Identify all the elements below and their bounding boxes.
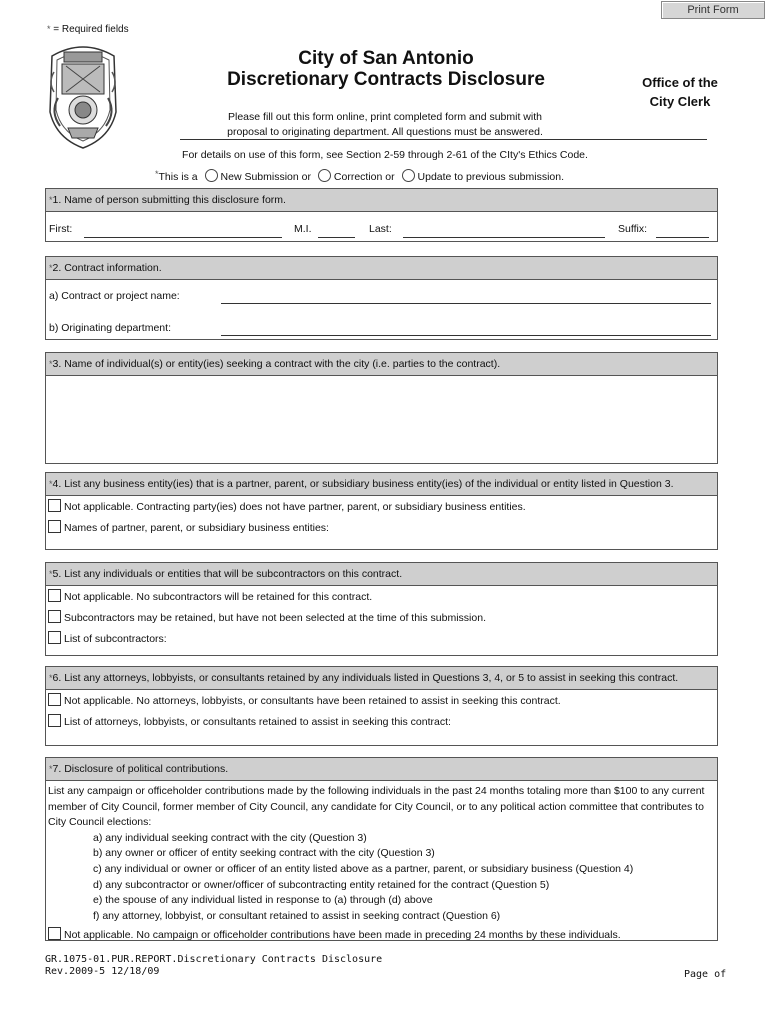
question-7-body	[46, 781, 717, 924]
required-marker: *	[49, 263, 53, 273]
last-name-label: Last:	[369, 223, 392, 235]
required-marker: *	[49, 569, 53, 579]
q7-item-d: d) any subcontractor or owner/officer of subcontracting entity retained for the contract (Question 5)	[93, 878, 550, 891]
question-2-title: 2. Contract information.	[52, 262, 162, 274]
header-divider	[180, 139, 707, 140]
question-6-title: 6. List any attorneys, lobbyists, or consultants retained by any individuals listed in Questions 3, 4, or 5 to assist in seeking this contract.	[52, 672, 679, 684]
required-marker: *	[49, 764, 53, 774]
question-1-header	[46, 189, 717, 212]
originating-department-label: b) Originating department:	[49, 322, 171, 334]
q5-option-may-be-retained	[46, 607, 717, 628]
q4-not-applicable-label: Not applicable. Contracting party(ies) does not have partner, parent, or subsidiary business entities.	[64, 501, 526, 513]
contract-name-field[interactable]	[221, 303, 711, 304]
update-radio[interactable]	[402, 169, 415, 182]
q6-list-checkbox[interactable]	[48, 714, 61, 727]
mi-field[interactable]	[318, 237, 355, 238]
instructions-line-2: proposal to originating department. All questions must be answered.	[227, 126, 543, 138]
new-submission-radio[interactable]	[205, 169, 218, 182]
question-3-title: 3. Name of individual(s) or entity(ies) seeking a contract with the city (i.e. parties to the contract).	[52, 358, 501, 370]
question-4-section	[45, 472, 718, 550]
required-marker: *	[47, 24, 51, 34]
page-title-form: Discretionary Contracts Disclosure	[227, 69, 545, 90]
print-form-button[interactable]: Print Form	[661, 1, 765, 19]
city-seal-logo	[44, 42, 122, 150]
question-1-title: 1. Name of person submitting this disclosure form.	[52, 194, 286, 206]
q7-item-f: f) any attorney, lobbyist, or consultant retained to assist in seeking contract (Question 6)	[93, 909, 501, 922]
q5-may-be-retained-checkbox[interactable]	[48, 610, 61, 623]
required-marker: *	[155, 169, 159, 179]
page-title-city: City of San Antonio	[298, 48, 474, 69]
q7-item-c: c) any individual or owner or officer of an entity listed above as a partner, parent, or subsidiary business (Question 4)	[93, 862, 634, 875]
contract-name-label: a) Contract or project name:	[49, 290, 180, 302]
first-name-label: First:	[49, 223, 73, 235]
suffix-field[interactable]	[656, 237, 709, 238]
question-4-header	[46, 473, 717, 496]
submission-prefix: This is a	[158, 171, 198, 183]
q5-may-be-retained-label: Subcontractors may be retained, but have not been selected at the time of this submission.	[64, 612, 486, 624]
q7-item-b: b) any owner or officer of entity seeking contract with the city (Question 3)	[93, 847, 435, 860]
question-1-section	[45, 188, 718, 242]
office-line-1: Office of the	[642, 75, 718, 90]
required-marker: *	[49, 479, 53, 489]
question-7-header	[46, 758, 717, 781]
mi-label: M.I.	[294, 223, 312, 235]
q6-list-label: List of attorneys, lobbyists, or consultants retained to assist in seeking this contract:	[64, 716, 451, 728]
update-label: Update to previous submission.	[417, 171, 565, 183]
required-marker: *	[49, 359, 53, 369]
question-7-section	[45, 757, 718, 941]
last-name-field[interactable]	[403, 237, 605, 238]
q5-list-checkbox[interactable]	[48, 631, 61, 644]
q7-option-not-applicable	[46, 924, 717, 945]
q5-option-list	[46, 628, 717, 649]
q4-not-applicable-checkbox[interactable]	[48, 499, 61, 512]
submission-type	[155, 169, 564, 183]
question-5-section	[45, 562, 718, 656]
q6-option-not-applicable	[46, 690, 717, 711]
ethics-code-details: For details on use of this form, see Section 2-59 through 2-61 of the CIty's Ethics Code.	[182, 149, 588, 161]
q5-option-not-applicable	[46, 586, 717, 607]
form-revision: Rev.2009-5 12/18/09	[45, 966, 160, 977]
instructions	[185, 110, 585, 140]
required-marker: *	[49, 195, 53, 205]
q4-names-label: Names of partner, parent, or subsidiary business entities:	[64, 522, 329, 534]
question-2-header	[46, 257, 717, 280]
q4-option-names	[46, 517, 717, 538]
question-3-header	[46, 353, 717, 376]
q5-not-applicable-checkbox[interactable]	[48, 589, 61, 602]
form-id: GR.1075-01.PUR.REPORT.Discretionary Contracts Disclosure	[45, 954, 383, 965]
required-fields-note	[47, 24, 129, 35]
originating-department-field[interactable]	[221, 335, 711, 336]
question-5-title: 5. List any individuals or entities that will be subcontractors on this contract.	[52, 568, 403, 580]
q4-option-not-applicable	[46, 496, 717, 517]
office-label	[630, 73, 730, 111]
question-7-title: 7. Disclosure of political contributions.	[52, 763, 229, 775]
question-4-title: 4. List any business entity(ies) that is a partner, parent, or subsidiary business entity(ies) of the individual or entity listed in Question 3.	[52, 478, 674, 490]
correction-label: Correction or	[333, 171, 395, 183]
new-submission-label: New Submission or	[220, 171, 311, 183]
required-note-text: = Required fields	[53, 24, 129, 35]
q6-not-applicable-checkbox[interactable]	[48, 693, 61, 706]
q4-names-checkbox[interactable]	[48, 520, 61, 533]
q6-option-list	[46, 711, 717, 732]
question-3-section	[45, 352, 718, 464]
question-5-header	[46, 563, 717, 586]
q5-list-label: List of subcontractors:	[64, 633, 167, 645]
q7-not-applicable-checkbox[interactable]	[48, 927, 61, 940]
correction-radio[interactable]	[318, 169, 331, 182]
instructions-line-1: Please fill out this form online, print completed form and submit with	[228, 111, 542, 123]
question-6-header	[46, 667, 717, 690]
q5-not-applicable-label: Not applicable. No subcontractors will be retained for this contract.	[64, 591, 373, 603]
question-6-section	[45, 666, 718, 746]
required-marker: *	[49, 673, 53, 683]
office-line-2: City Clerk	[649, 94, 711, 109]
q7-not-applicable-label: Not applicable. No campaign or officeholder contributions have been made in preceding 24 months by these individuals.	[64, 929, 621, 942]
q6-not-applicable-label: Not applicable. No attorneys, lobbyists, or consultants have been retained to assist in seeking this contract.	[64, 695, 561, 707]
question-7-intro: List any campaign or officeholder contributions made by the following individuals in the past 24 months totaling more than $100 to any current member of City Council, former member of City Council, any candidate for City Council, or to any political action committee that contributes to City Council elections:	[48, 785, 705, 829]
question-2-section	[45, 256, 718, 340]
page-number: Page of	[684, 969, 727, 980]
q7-item-e: e) the spouse of any individual listed in response to (a) through (d) above	[93, 894, 433, 907]
suffix-label: Suffix:	[618, 223, 647, 235]
q7-item-a: a) any individual seeking contract with the city (Question 3)	[93, 831, 367, 844]
question-3-textarea[interactable]	[46, 376, 717, 460]
form-footer	[45, 954, 382, 978]
first-name-field[interactable]	[84, 237, 282, 238]
